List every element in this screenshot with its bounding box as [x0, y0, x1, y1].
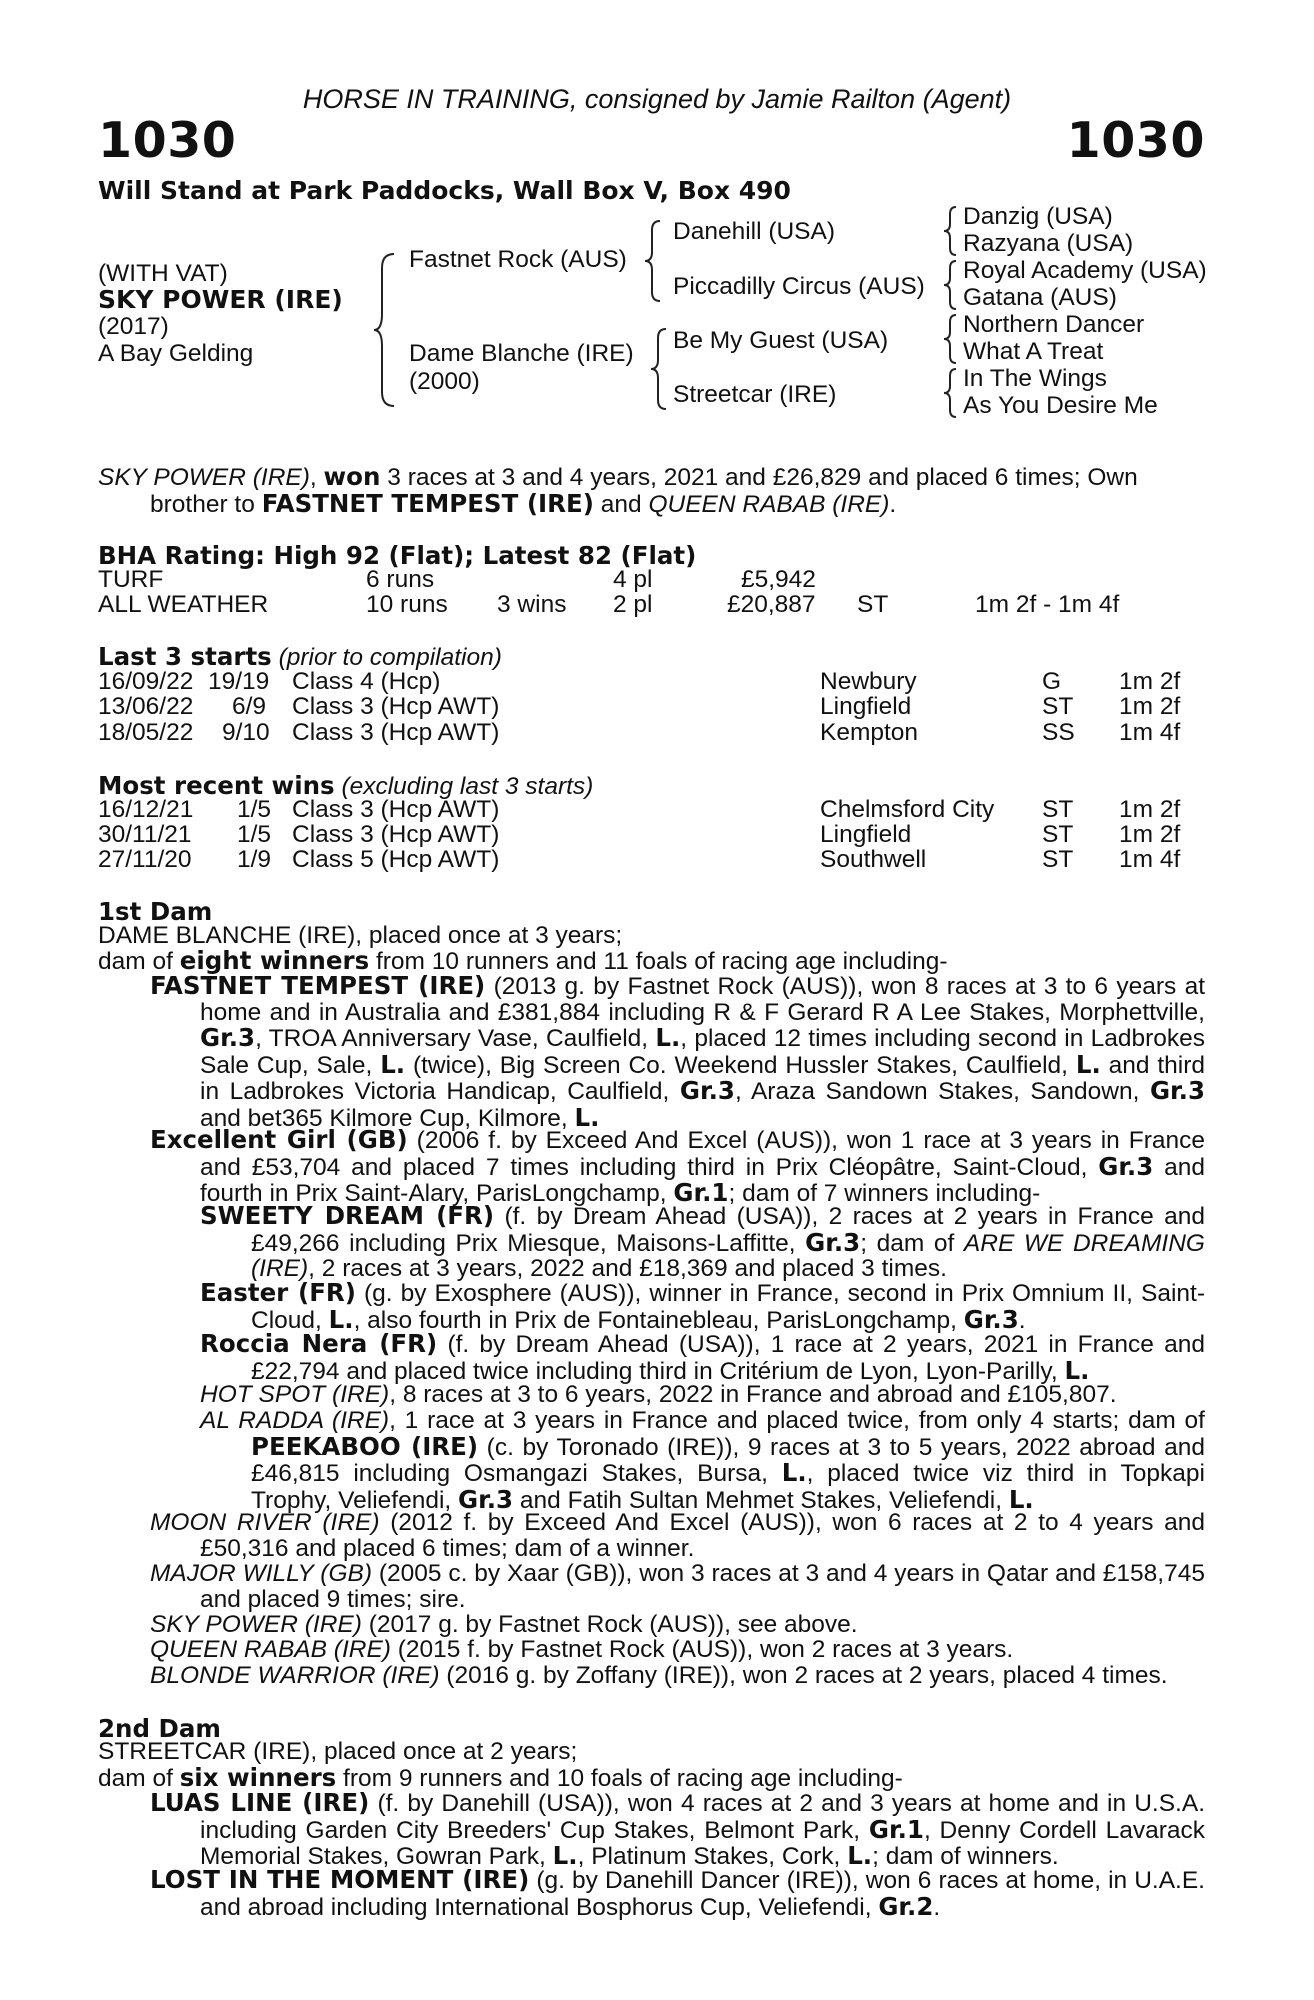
win-going: ST: [1042, 846, 1074, 873]
win-going: ST: [1042, 796, 1074, 823]
lot-number-right: 1030: [1066, 112, 1205, 169]
sire-sire: Danehill (USA): [673, 218, 836, 245]
first-dam-line: DAME BLANCHE (IRE), placed once at 3 years;: [98, 922, 623, 949]
sire-dam: Piccadilly Circus (AUS): [673, 273, 925, 300]
win-position: 1/5: [237, 796, 272, 823]
first-dam-produce-line: dam of eight winners from 10 runners and 11 foals of racing age including-: [98, 946, 948, 975]
produce-roccia-nera: Roccia Nera (FR) (f. by Dream Ahead (USA)), 1 race at 2 years, 2021 in France and £22,794 and placed twice including third in Critérium de Lyon, Lyon-Parilly, L.: [200, 1329, 1206, 1385]
win-course: Lingfield: [820, 821, 912, 848]
produce-queen-rabab: QUEEN RABAB (IRE) (2015 f. by Fastnet Rock (AUS)), won 2 races at 3 years.: [150, 1636, 1014, 1663]
stand-location: Will Stand at Park Paddocks, Wall Box V, Box 490: [98, 176, 791, 205]
gen3-6: What A Treat: [963, 338, 1104, 365]
produce-hot-spot: HOT SPOT (IRE), 8 races at 3 to 6 years, 2022 in France and abroad and £105,807.: [200, 1381, 1117, 1408]
rating-placed: 4 pl: [613, 566, 653, 593]
horse-name: SKY POWER (IRE): [98, 285, 343, 314]
run-going: ST: [1042, 693, 1074, 720]
run-date: 13/06/22: [98, 693, 194, 720]
pedigree-brace-sire: [640, 218, 664, 304]
run-distance: 1m 2f: [1119, 668, 1181, 695]
gen3-2: Razyana (USA): [963, 230, 1134, 257]
run-course: Newbury: [820, 668, 917, 695]
produce-al-radda: AL RADDA (IRE), 1 race at 3 years in France and placed twice, from only 4 starts; dam of PEEKABOO (IRE) (c. by Toronado (IRE)), 9 races at 3 to 5 years, 2022 abroad and £46,815 including Osmangazi Stakes, Bursa, L., placed twice viz third in Topkapi Trophy, Veliefendi, Gr.3 and Fatih Sultan Mehmet Stakes, Veliefendi, L.: [200, 1407, 1205, 1514]
gen3-8: As You Desire Me: [963, 392, 1158, 419]
second-dam-line: STREETCAR (IRE), placed once at 2 years;: [98, 1738, 578, 1765]
dam-year: (2000): [409, 368, 480, 395]
run-course: Lingfield: [820, 693, 912, 720]
dam-sire: Be My Guest (USA): [673, 327, 889, 354]
pedigree-brace-dam: [646, 326, 670, 412]
win-distance: 1m 2f: [1119, 796, 1181, 823]
run-distance: 1m 2f: [1119, 693, 1181, 720]
rating-wins: 3 wins: [497, 591, 567, 618]
dam: Dame Blanche (IRE): [409, 340, 634, 367]
win-date: 27/11/20: [98, 846, 192, 873]
horse-description: A Bay Gelding: [98, 340, 254, 367]
run-position: 19/19: [208, 668, 270, 695]
consignment-header: HORSE IN TRAINING, consigned by Jamie Railton (Agent): [302, 84, 1012, 114]
win-position: 1/9: [237, 846, 272, 873]
vat-note: (WITH VAT): [98, 260, 228, 287]
gen3-4: Gatana (AUS): [963, 284, 1117, 311]
recent-wins-heading: Most recent wins (excluding last 3 starts): [98, 771, 594, 800]
rating-runs: 6 runs: [366, 566, 435, 593]
run-distance: 1m 4f: [1119, 719, 1181, 746]
produce-fastnet-tempest: FASTNET TEMPEST (IRE) (2013 g. by Fastnet Rock (AUS)), won 8 races at 3 to 6 years at home and in Australia and £381,884 including R & F Gerard R A Lee Stakes, Morphettville, Gr.3, TROA Anniversary Vase, Caulfield, L., placed 12 times including second in Ladbrokes Sale Cup, Sale, L. (twice), Big Screen Co. Weekend Hussler Stakes, Caulfield, L. and third in Ladbrokes Victoria Handicap, Caulfield, Gr.3, Araza Sandown Stakes, Sandown, Gr.3 and bet365 Kilmore Cup, Kilmore, L.: [150, 971, 1206, 1132]
second-dam-title: 2nd Dam: [98, 1714, 221, 1743]
run-position: 9/10: [222, 719, 270, 746]
run-class: Class 3 (Hcp AWT): [292, 693, 500, 720]
produce-easter: Easter (FR) (g. by Exosphere (AUS)), winner in France, second in Prix Omnium II, Saint-Cloud, L., also fourth in Prix de Fontainebleau, ParisLongchamp, Gr.3.: [200, 1278, 1205, 1334]
run-class: Class 3 (Hcp AWT): [292, 719, 500, 746]
win-date: 16/12/21: [98, 796, 194, 823]
rating-prize: £5,942: [741, 566, 816, 593]
produce-sky-power: SKY POWER (IRE) (2017 g. by Fastnet Rock (AUS)), see above.: [150, 1611, 858, 1638]
produce-lost-in-the-moment: LOST IN THE MOMENT (IRE) (g. by Danehill Dancer (IRE)), won 6 races at home, in U.A.E. and abroad including International Bosphorus Cup, Veliefendi, Gr.2.: [150, 1865, 1205, 1921]
produce-excellent-girl: Excellent Girl (GB) (2006 f. by Exceed And Excel (AUS)), won 1 race at 3 years in France and £53,704 and placed 7 times including third in Prix Cléopâtre, Saint-Cloud, Gr.3 and fourth in Prix Saint-Alary, ParisLongchamp, Gr.1; dam of 7 winners including-: [150, 1125, 1205, 1208]
rating-surface: TURF: [98, 566, 164, 593]
first-dam-title: 1st Dam: [98, 897, 213, 926]
rating-placed: 2 pl: [613, 591, 653, 618]
last3-heading: Last 3 starts (prior to compilation): [98, 642, 502, 671]
produce-luas-line: LUAS LINE (IRE) (f. by Danehill (USA)), won 4 races at 2 and 3 years at home and in U.S.A. including Garden City Breeders' Cup Stakes, Belmont Park, Gr.1, Denny Cordell Lavarack Memorial Stakes, Gowran Park, L., Platinum Stakes, Cork, L.; dam of winners.: [150, 1788, 1206, 1871]
win-position: 1/5: [237, 821, 272, 848]
win-class: Class 3 (Hcp AWT): [292, 821, 500, 848]
rating-distance: 1m 2f - 1m 4f: [975, 591, 1120, 618]
sire: Fastnet Rock (AUS): [409, 246, 627, 273]
gen3-5: Northern Dancer: [963, 311, 1145, 338]
pedigree-brace-main: [370, 250, 402, 410]
run-date: 16/09/22: [98, 668, 194, 695]
win-date: 30/11/21: [98, 821, 192, 848]
run-position: 6/9: [232, 693, 267, 720]
rating-surface: ALL WEATHER: [98, 591, 269, 618]
win-going: ST: [1042, 821, 1074, 848]
lot-number-left: 1030: [98, 112, 237, 169]
gen3-1: Danzig (USA): [963, 203, 1113, 230]
second-dam-produce-line: dam of six winners from 9 runners and 10 foals of racing age including-: [98, 1763, 903, 1792]
win-course: Southwell: [820, 846, 927, 873]
run-going: SS: [1042, 719, 1075, 746]
produce-major-willy: MAJOR WILLY (GB) (2005 c. by Xaar (GB)), won 3 races at 3 and 4 years in Qatar and £158,745 and placed 9 times; sire.: [150, 1560, 1205, 1613]
win-distance: 1m 4f: [1119, 846, 1181, 873]
gen3-7: In The Wings: [963, 365, 1107, 392]
run-going: G: [1042, 668, 1062, 695]
produce-moon-river: MOON RIVER (IRE) (2012 f. by Exceed And Excel (AUS)), won 6 races at 2 to 4 years and £50,316 and placed 6 times; dam of a winner.: [150, 1509, 1205, 1562]
win-class: Class 3 (Hcp AWT): [292, 796, 500, 823]
gen3-3: Royal Academy (USA): [963, 257, 1207, 284]
dam-dam: Streetcar (IRE): [673, 381, 837, 408]
win-course: Chelmsford City: [820, 796, 995, 823]
run-class: Class 4 (Hcp): [292, 668, 441, 695]
rating-runs: 10 runs: [366, 591, 448, 618]
produce-sweety-dream: SWEETY DREAM (FR) (f. by Dream Ahead (USA)), 2 races at 2 years in France and £49,266 including Prix Miesque, Maisons-Laffitte, Gr.3; dam of ARE WE DREAMING (IRE), 2 races at 3 years, 2022 and £18,369 and placed 3 times.: [200, 1201, 1205, 1283]
pedigree-brace-gen3: [940, 204, 962, 424]
horse-year: (2017): [98, 313, 169, 340]
bha-rating-title: BHA Rating: High 92 (Flat); Latest 82 (Flat): [98, 541, 697, 570]
race-summary: SKY POWER (IRE), won 3 races at 3 and 4 years, 2021 and £26,829 and placed 6 times; Own brother to FASTNET TEMPEST (IRE) and QUEEN RABAB (IRE).: [98, 462, 1138, 518]
rating-prize: £20,887: [727, 591, 816, 618]
produce-blonde-warrior: BLONDE WARRIOR (IRE) (2016 g. by Zoffany (IRE)), won 2 races at 2 years, placed 4 times.: [150, 1662, 1168, 1689]
run-course: Kempton: [820, 719, 919, 746]
win-class: Class 5 (Hcp AWT): [292, 846, 500, 873]
win-distance: 1m 2f: [1119, 821, 1181, 848]
rating-going: ST: [857, 591, 889, 618]
run-date: 18/05/22: [98, 719, 194, 746]
